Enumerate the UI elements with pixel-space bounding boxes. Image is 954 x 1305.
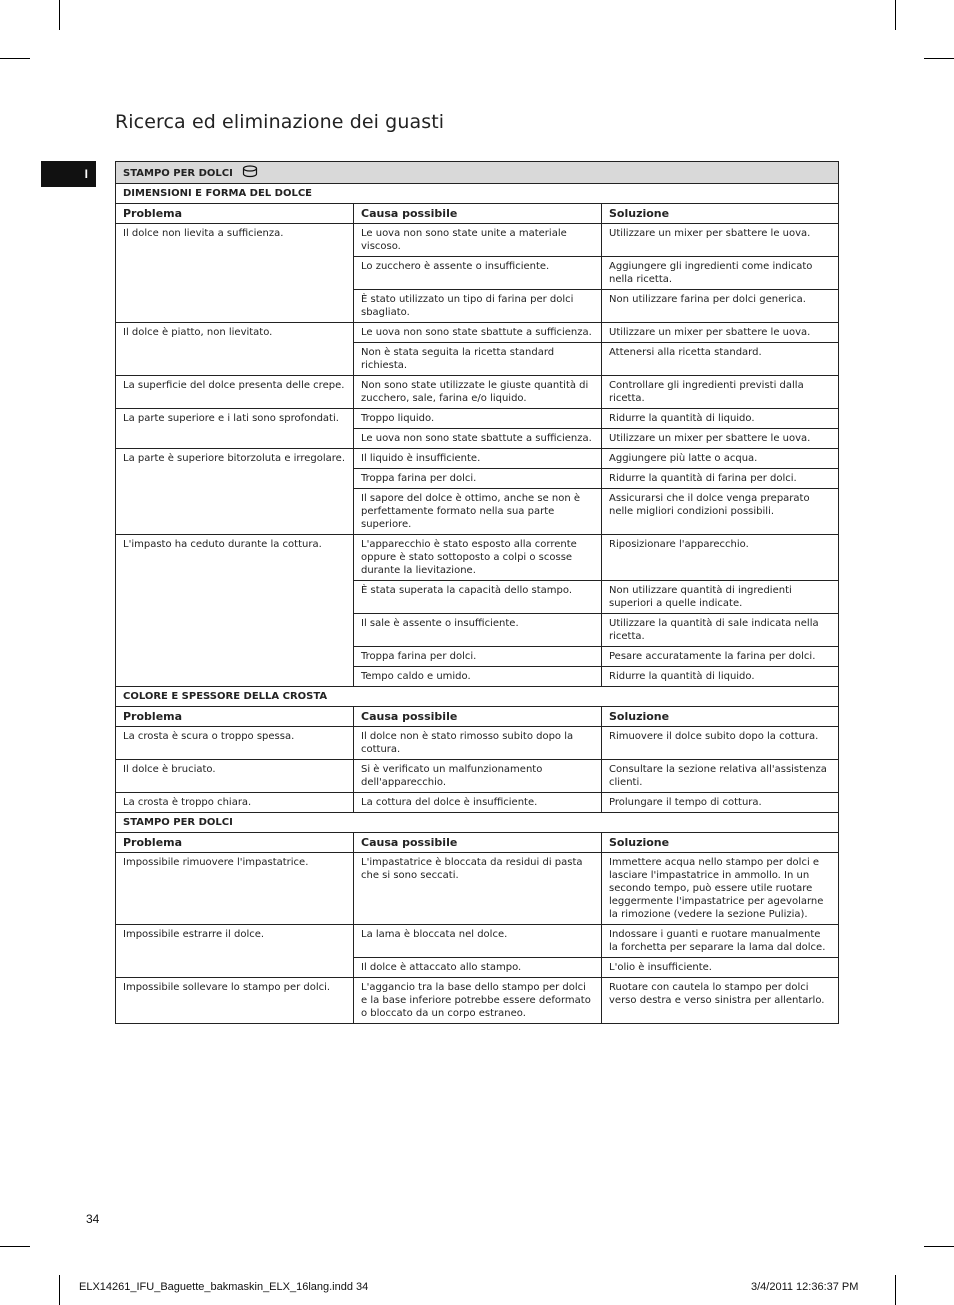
- language-tab-label: I: [84, 167, 88, 181]
- cause-cell: Il liquido è insufficiente.: [354, 449, 602, 469]
- solution-cell: Indossare i guanti e ruotare manualmente la forchetta per separare la lama dal dolce.: [602, 925, 839, 958]
- solution-cell: Riposizionare l'apparecchio.: [602, 535, 839, 581]
- section-header-row: [116, 162, 839, 184]
- column-header-problem: Problema: [116, 833, 354, 853]
- cause-cell: Il sapore del dolce è ottimo, anche se non è perfettamente formato nella sua parte superiore.: [354, 489, 602, 535]
- cause-cell: L'impastatrice è bloccata da residui di pasta che si sono seccati.: [354, 853, 602, 925]
- cake-pan-icon: [242, 165, 258, 178]
- section-header-pan: STAMPO PER DOLCI: [116, 813, 839, 833]
- table-row: [116, 449, 839, 469]
- solution-cell: Non utilizzare farina per dolci generica.: [602, 290, 839, 323]
- column-header-solution: Soluzione: [602, 833, 839, 853]
- crop-mark: [924, 1246, 954, 1247]
- solution-cell: Controllare gli ingredienti previsti dalla ricetta.: [602, 376, 839, 409]
- cause-cell: Tempo caldo e umido.: [354, 667, 602, 687]
- crop-mark: [59, 0, 60, 30]
- cause-cell: L'apparecchio è stato esposto alla corrente oppure è stato sottoposto a colpi o scosse durante la lievitazione.: [354, 535, 602, 581]
- cause-cell: Le uova non sono state sbattute a sufficienza.: [354, 429, 602, 449]
- column-header-row: [116, 707, 839, 727]
- problem-cell: Il dolce non lievita a sufficienza.: [116, 224, 354, 323]
- solution-cell: Pesare accuratamente la farina per dolci.: [602, 647, 839, 667]
- table-row: [116, 925, 839, 958]
- column-header-solution: Soluzione: [602, 204, 839, 224]
- cause-cell: Lo zucchero è assente o insufficiente.: [354, 257, 602, 290]
- problem-cell: Impossibile rimuovere l'impastatrice.: [116, 853, 354, 925]
- cause-cell: La cottura del dolce è insufficiente.: [354, 793, 602, 813]
- cause-cell: Non è stata seguita la ricetta standard richiesta.: [354, 343, 602, 376]
- problem-cell: La crosta è troppo chiara.: [116, 793, 354, 813]
- section-header-row: [116, 813, 839, 833]
- crop-mark: [895, 1275, 896, 1305]
- column-header-problem: Problema: [116, 204, 354, 224]
- cause-cell: Non sono state utilizzate le giuste quantità di zucchero, sale, farina e/o liquido.: [354, 376, 602, 409]
- cause-cell: È stata superata la capacità dello stampo.: [354, 581, 602, 614]
- column-header-solution: Soluzione: [602, 707, 839, 727]
- crop-mark: [924, 58, 954, 59]
- column-header-row: [116, 833, 839, 853]
- table-row: [116, 535, 839, 581]
- crop-mark: [0, 58, 30, 59]
- cause-cell: Troppo liquido.: [354, 409, 602, 429]
- table-row: [116, 978, 839, 1024]
- solution-cell: Rimuovere il dolce subito dopo la cottura.: [602, 727, 839, 760]
- solution-cell: Consultare la sezione relativa all'assistenza clienti.: [602, 760, 839, 793]
- column-header-cause: Causa possibile: [354, 707, 602, 727]
- cause-cell: Troppa farina per dolci.: [354, 469, 602, 489]
- column-header-problem: Problema: [116, 707, 354, 727]
- section-title: STAMPO PER DOLCI: [123, 168, 233, 179]
- language-tab: [41, 161, 96, 187]
- solution-cell: Ridurre la quantità di liquido.: [602, 409, 839, 429]
- section-header-crust: COLORE E SPESSORE DELLA CROSTA: [116, 687, 839, 707]
- crop-mark: [0, 1246, 30, 1247]
- column-header-cause: Causa possibile: [354, 833, 602, 853]
- table-row: [116, 727, 839, 760]
- cause-cell: Il dolce è attaccato allo stampo.: [354, 958, 602, 978]
- solution-cell: Utilizzare un mixer per sbattere le uova.: [602, 224, 839, 257]
- troubleshooting-table: [115, 161, 839, 1024]
- problem-cell: Impossibile sollevare lo stampo per dolci.: [116, 978, 354, 1024]
- problem-cell: Impossibile estrarre il dolce.: [116, 925, 354, 978]
- cause-cell: È stato utilizzato un tipo di farina per dolci sbagliato.: [354, 290, 602, 323]
- solution-cell: Aggiungere più latte o acqua.: [602, 449, 839, 469]
- cause-cell: Le uova non sono state sbattute a sufficienza.: [354, 323, 602, 343]
- cause-cell: Le uova non sono state unite a materiale viscoso.: [354, 224, 602, 257]
- table-row: [116, 760, 839, 793]
- solution-cell: Utilizzare un mixer per sbattere le uova.: [602, 323, 839, 343]
- solution-cell: Utilizzare la quantità di sale indicata nella ricetta.: [602, 614, 839, 647]
- table-row: [116, 793, 839, 813]
- column-header-row: [116, 204, 839, 224]
- page-number: 34: [86, 1212, 100, 1226]
- problem-cell: La parte è superiore bitorzoluta e irregolare.: [116, 449, 354, 535]
- solution-cell: Utilizzare un mixer per sbattere le uova.: [602, 429, 839, 449]
- solution-cell: Ridurre la quantità di liquido.: [602, 667, 839, 687]
- problem-cell: La parte superiore e i lati sono sprofondati.: [116, 409, 354, 449]
- table-row: [116, 224, 839, 257]
- footer-filename: ELX14261_IFU_Baguette_bakmaskin_ELX_16lang.indd 34: [79, 1281, 369, 1293]
- crop-mark: [59, 1275, 60, 1305]
- crop-mark: [895, 0, 896, 30]
- solution-cell: Attenersi alla ricetta standard.: [602, 343, 839, 376]
- cause-cell: L'aggancio tra la base dello stampo per dolci e la base inferiore potrebbe essere deformato o bloccato da un corpo estraneo.: [354, 978, 602, 1024]
- problem-cell: Il dolce è bruciato.: [116, 760, 354, 793]
- solution-cell: Immettere acqua nello stampo per dolci e lasciare l'impastatrice in ammollo. In un secondo tempo, può essere utile ruotare leggermente l'impastatrice per agevolarne la rimozione (vedere la sezione Pulizia).: [602, 853, 839, 925]
- section-header-cake: [116, 162, 839, 184]
- solution-cell: Aggiungere gli ingredienti come indicato nella ricetta.: [602, 257, 839, 290]
- cause-cell: Si è verificato un malfunzionamento dell'apparecchio.: [354, 760, 602, 793]
- table-row: [116, 409, 839, 429]
- cause-cell: La lama è bloccata nel dolce.: [354, 925, 602, 958]
- problem-cell: L'impasto ha ceduto durante la cottura.: [116, 535, 354, 687]
- solution-cell: Non utilizzare quantità di ingredienti superiori a quelle indicate.: [602, 581, 839, 614]
- cause-cell: Troppa farina per dolci.: [354, 647, 602, 667]
- solution-cell: Ridurre la quantità di farina per dolci.: [602, 469, 839, 489]
- section-header-row: [116, 184, 839, 204]
- table-row: [116, 323, 839, 343]
- page-title: Ricerca ed eliminazione dei guasti: [115, 111, 445, 133]
- cause-cell: Il sale è assente o insufficiente.: [354, 614, 602, 647]
- column-header-cause: Causa possibile: [354, 204, 602, 224]
- table-row: [116, 853, 839, 925]
- table-row: [116, 376, 839, 409]
- problem-cell: Il dolce è piatto, non lievitato.: [116, 323, 354, 376]
- solution-cell: L'olio è insufficiente.: [602, 958, 839, 978]
- section-header-row: [116, 687, 839, 707]
- solution-cell: Prolungare il tempo di cottura.: [602, 793, 839, 813]
- solution-cell: Assicurarsi che il dolce venga preparato nelle migliori condizioni possibili.: [602, 489, 839, 535]
- problem-cell: La crosta è scura o troppo spessa.: [116, 727, 354, 760]
- section-header-shape: DIMENSIONI E FORMA DEL DOLCE: [116, 184, 839, 204]
- solution-cell: Ruotare con cautela lo stampo per dolci verso destra e verso sinistra per allentarlo.: [602, 978, 839, 1024]
- problem-cell: La superficie del dolce presenta delle crepe.: [116, 376, 354, 409]
- footer-timestamp: 3/4/2011 12:36:37 PM: [751, 1281, 859, 1293]
- cause-cell: Il dolce non è stato rimosso subito dopo la cottura.: [354, 727, 602, 760]
